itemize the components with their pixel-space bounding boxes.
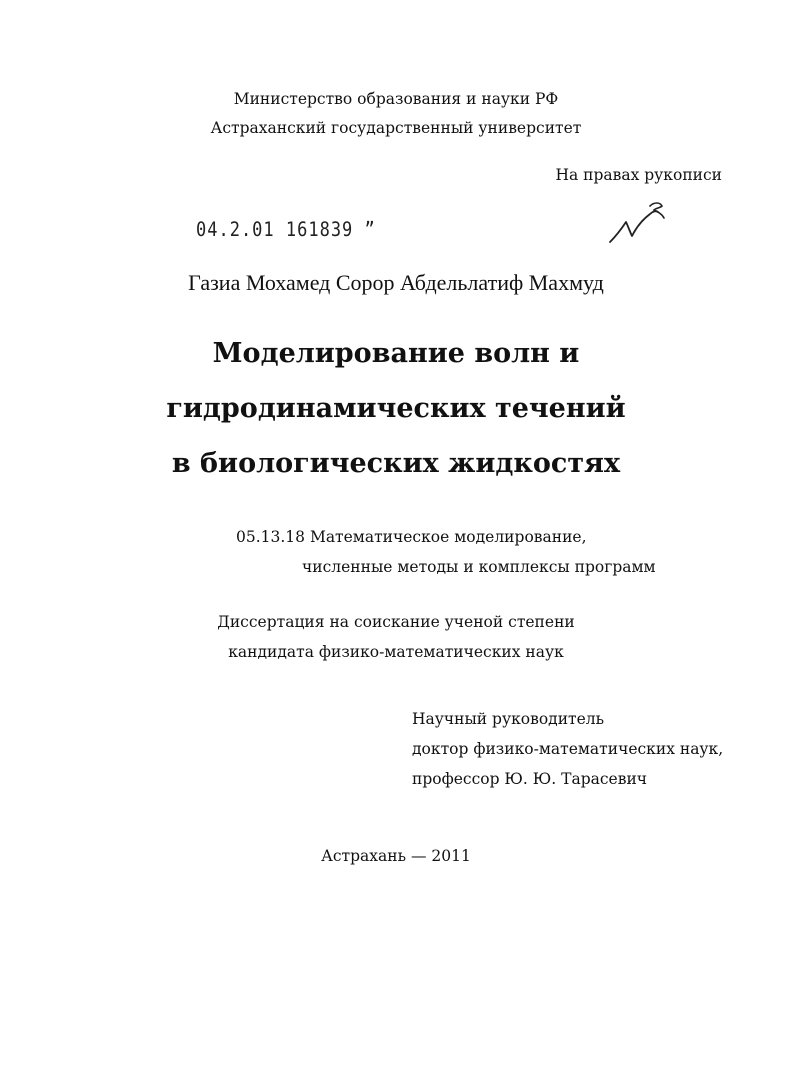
city-year: Астрахань — 2011 — [321, 847, 471, 865]
specialty-code-line: 05.13.18 Математическое моделирование, — [236, 528, 587, 546]
supervisor-label: Научный руководитель — [412, 710, 605, 728]
specialty-name-line: численные методы и комплексы программ — [302, 558, 656, 576]
degree-line-2: кандидата физико-математических наук — [228, 643, 564, 661]
thesis-title-line-2: гидродинамических течений — [166, 393, 626, 424]
ministry-name: Министерство образования и науки РФ — [233, 90, 559, 108]
registration-number: 04.2.01 161839 ˮ — [196, 218, 376, 242]
author-name: Газиа Мохамед Сорор Абдельлатиф Махмуд — [188, 270, 604, 295]
supervisor-name: профессор Ю. Ю. Тарасевич — [412, 770, 648, 788]
thesis-title-line-1: Моделирование волн и — [212, 338, 580, 369]
handwritten-signature — [604, 198, 668, 248]
thesis-title-line-3: в биологических жидкостях — [171, 448, 621, 479]
university-name: Астраханский государственный университет — [210, 119, 582, 137]
supervisor-degree: доктор физико-математических наук, — [412, 740, 724, 758]
manuscript-rights-note: На правах рукописи — [555, 166, 722, 184]
degree-line-1: Диссертация на соискание ученой степени — [217, 613, 575, 631]
